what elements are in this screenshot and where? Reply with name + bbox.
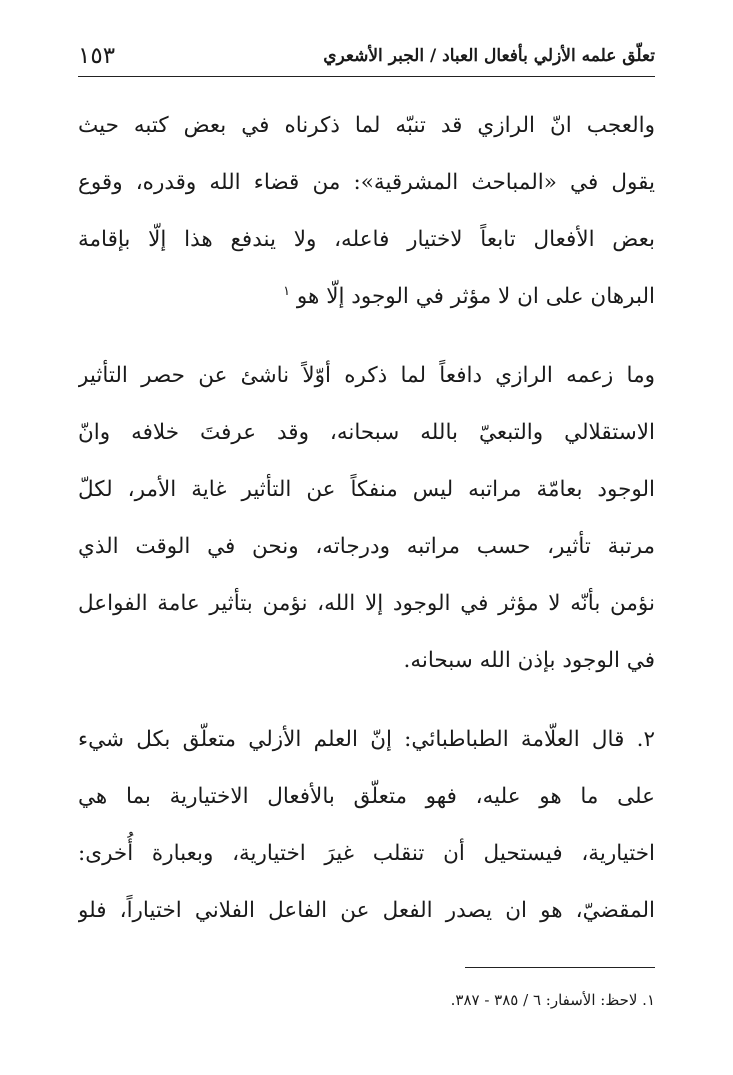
text-line: بعض الأفعال تابعاً لاختيار فاعله، ولا يندفع هذا إلّا بإقامة <box>78 227 655 252</box>
paragraph-3 <box>78 711 655 939</box>
text-line: الوجود بعامّة مراتبه ليس منفكاً عن التأثير غاية الأمر، لكلّ <box>78 477 655 502</box>
text-line-content: البرهان على ان لا مؤثر في الوجود إلّا هو <box>296 284 655 309</box>
page-number: ١٥٣ <box>78 43 116 69</box>
footnote: ١. لاحظ: الأسفار: ٦ / ٣٨٥ - ٣٨٧. <box>450 991 655 1009</box>
text-line: نؤمن بأنّه لا مؤثر في الوجود إلا الله، نؤمن بتأثير عامة الفواعل <box>78 591 655 616</box>
text-line: على ما هو عليه، فهو متعلّق بالأفعال الاختيارية بما هي <box>78 784 655 809</box>
paragraph-2 <box>78 347 655 689</box>
paragraph-gap <box>78 325 655 347</box>
text-line: ٢. قال العلّامة الطباطبائي: إنّ العلم الأزلي متعلّق بكل شيء <box>78 727 655 752</box>
text-line: اختيارية، فيستحيل أن تنقلب غيرَ اختيارية، وبعبارة أُخرى: <box>78 841 655 866</box>
main-text <box>78 97 655 939</box>
text-line: والعجب انّ الرازي قد تنبّه لما ذكرناه في بعض كتبه حيث <box>78 113 655 138</box>
text-line: وما زعمه الرازي دافعاً لما ذكره أوّلاً ناشئ عن حصر التأثير <box>78 363 655 388</box>
text-line-with-footnote <box>78 268 655 325</box>
text-line: الاستقلالي والتبعيّ بالله سبحانه، وقد عرفتَ خلافه وانّ <box>78 420 655 445</box>
text-line: يقول في «المباحث المشرقية»: من قضاء الله وقدره، وقوع <box>78 170 655 195</box>
text-line: المقضيّ، هو ان يصدر الفعل عن الفاعل الفلاني اختياراً، فلو <box>78 898 655 923</box>
footnote-divider <box>465 967 655 968</box>
text-line: مرتبة تأثير، حسب مراتبه ودرجاته، ونحن في الوقت الذي <box>78 534 655 559</box>
paragraph-1 <box>78 97 655 325</box>
running-title: تعلّق علمه الأزلي بأفعال العباد / الجبر الأشعري <box>323 46 655 66</box>
paragraph-gap <box>78 689 655 711</box>
page-header <box>78 36 655 77</box>
text-line: في الوجود بإذن الله سبحانه. <box>403 648 655 673</box>
footnote-marker[interactable]: ١ <box>283 283 291 299</box>
